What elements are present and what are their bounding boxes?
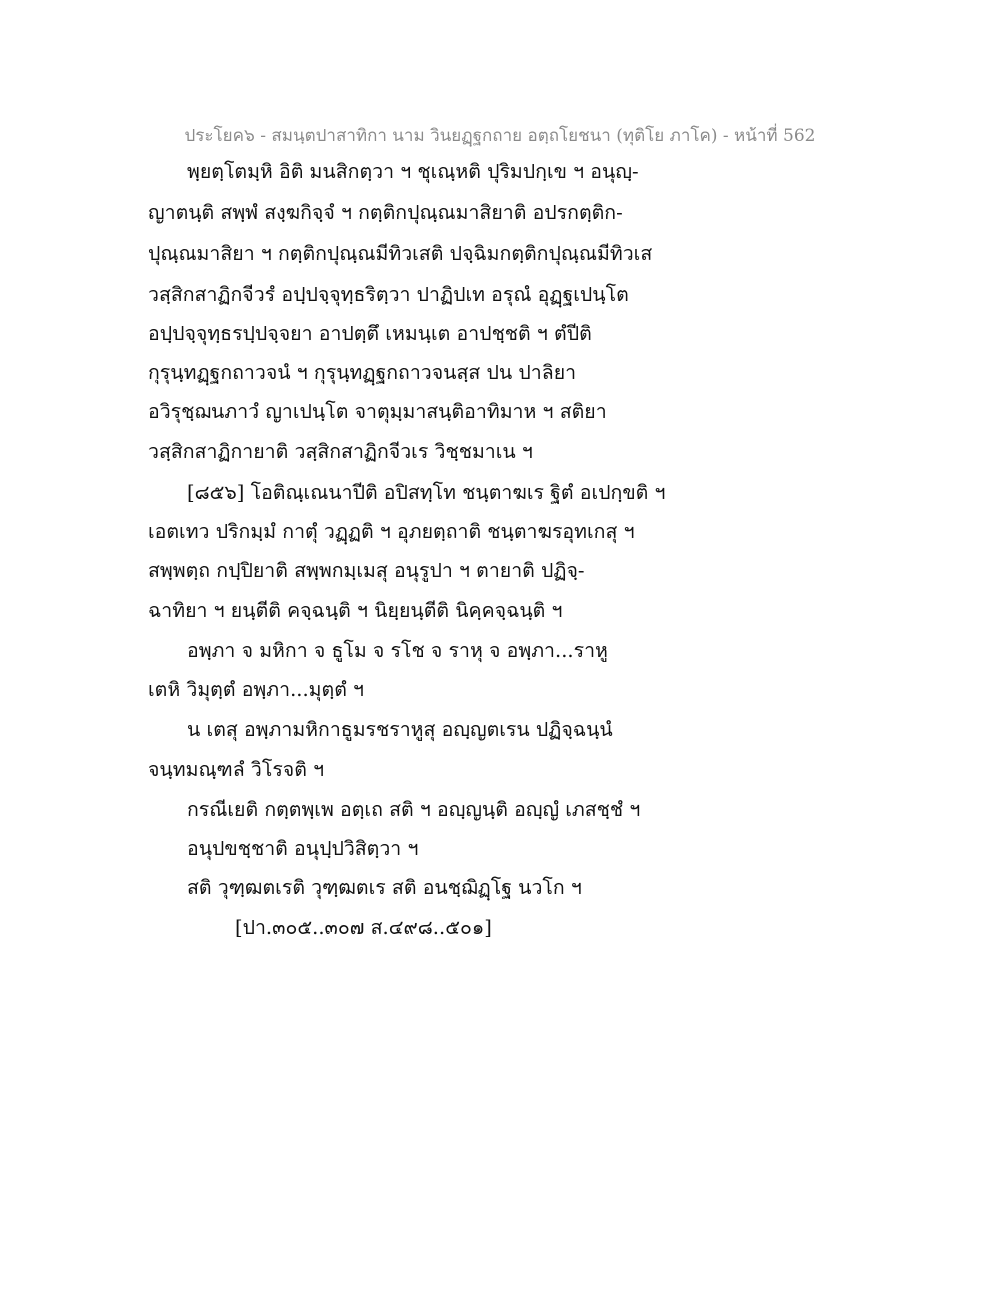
text-line: [๘๕๖] โอติณฺเณนาปีติ อปิสทฺโท ชนฺตาฆเร ฐิตํ อเปกฺขติ ฯ xyxy=(187,481,666,504)
text-line: ปุณฺณมาสิยา ฯ กตฺติกปุณฺณมีทิวเสติ ปจฺฉิมกตฺติกปุณฺณมีทิวเส xyxy=(148,242,653,265)
text-line: จนฺทมณฺฑลํ วิโรจติ ฯ xyxy=(148,758,325,781)
page-header: ประโยค๖ - สมนฺตปาสาทิกา นาม วินยฏฺฐกถาย อตฺถโยชนา (ทุติโย ภาโค) - หน้าที่ 562 xyxy=(184,126,816,146)
text-line: อพฺภา จ มหิกา จ ธูโม จ รโช จ ราหุ จ อพฺภา...ราหู xyxy=(187,639,608,662)
text-line: สติ วุฑฺฒตเรติ วุฑฺฒตเร สติ อนชฺฌิฏฺโฐ นวโก ฯ xyxy=(187,876,582,899)
text-line: วสฺสิกสาฏิกายาติ วสฺสิกสาฏิกจีวเร วิชฺชมาเน ฯ xyxy=(148,440,533,463)
text-line: สพฺพตฺถ กปฺปิยาติ สพฺพกมฺเมสุ อนุรูปา ฯ ตายาติ ปฏิจฺ- xyxy=(148,559,585,582)
text-line: เตหิ วิมุตฺตํ อพฺภา...มุตฺตํ ฯ xyxy=(148,678,365,701)
text-line: น เตสุ อพฺภามหิกาธูมรชราหูสุ อญฺญตเรน ปฏิจฺฉนฺนํ xyxy=(187,718,613,741)
text-line: ฉาทิยา ฯ ยนฺตีติ คจฺฉนฺติ ฯ นิยฺยนฺตีติ นิคฺคจฺฉนฺติ ฯ xyxy=(148,599,563,622)
text-line: ญาตนฺติ สพฺพํ สงฺฆกิจฺจํ ฯ กตฺติกปุณฺณมาสิยาติ อปรกตฺติก- xyxy=(148,201,623,224)
text-line: อวิรุชฺฌนภาวํ ญาเปนฺโต จาตุมฺมาสนฺติอาทิมาห ฯ สติยา xyxy=(148,400,607,423)
text-line: กรณีเยติ กตฺตพฺเพ อตฺเถ สติ ฯ อญฺญนฺติ อญฺญํ เภสชฺชํ ฯ xyxy=(187,798,641,821)
reference-line: [ปา.๓๐๕..๓๐๗ ส.๔๙๘..๕๐๑] xyxy=(235,916,492,939)
text-line: อปฺปจฺจุทฺธรปฺปจฺจยา อาปตฺตึ เหมนฺเต อาปชฺชติ ฯ ตํปีติ xyxy=(148,322,592,345)
text-line: วสฺสิกสาฏิกจีวรํ อปฺปจฺจุทฺธริตฺวา ปาฏิปเท อรุณํ อุฏฺฐเปนฺโต xyxy=(148,283,629,306)
text-line: พฺยตฺโตมฺหิ อิติ มนสิกตฺวา ฯ ชุเณฺหติ ปุริมปกฺเข ฯ อนุญฺ- xyxy=(187,160,639,183)
text-line: กุรุนฺทฏฺฐกถาวจนํ ฯ กุรุนฺทฏฺฐกถาวจนสฺส ปน ปาลิยา xyxy=(148,361,577,384)
text-line: อนุปขชฺชาติ อนุปฺปวิสิตฺวา ฯ xyxy=(187,837,419,860)
text-line: เอตเทว ปริกมฺมํ กาตุํ วฏฺฏติ ฯ อุภยตฺถาติ ชนฺตาฆรอุทเกสุ ฯ xyxy=(148,520,635,543)
